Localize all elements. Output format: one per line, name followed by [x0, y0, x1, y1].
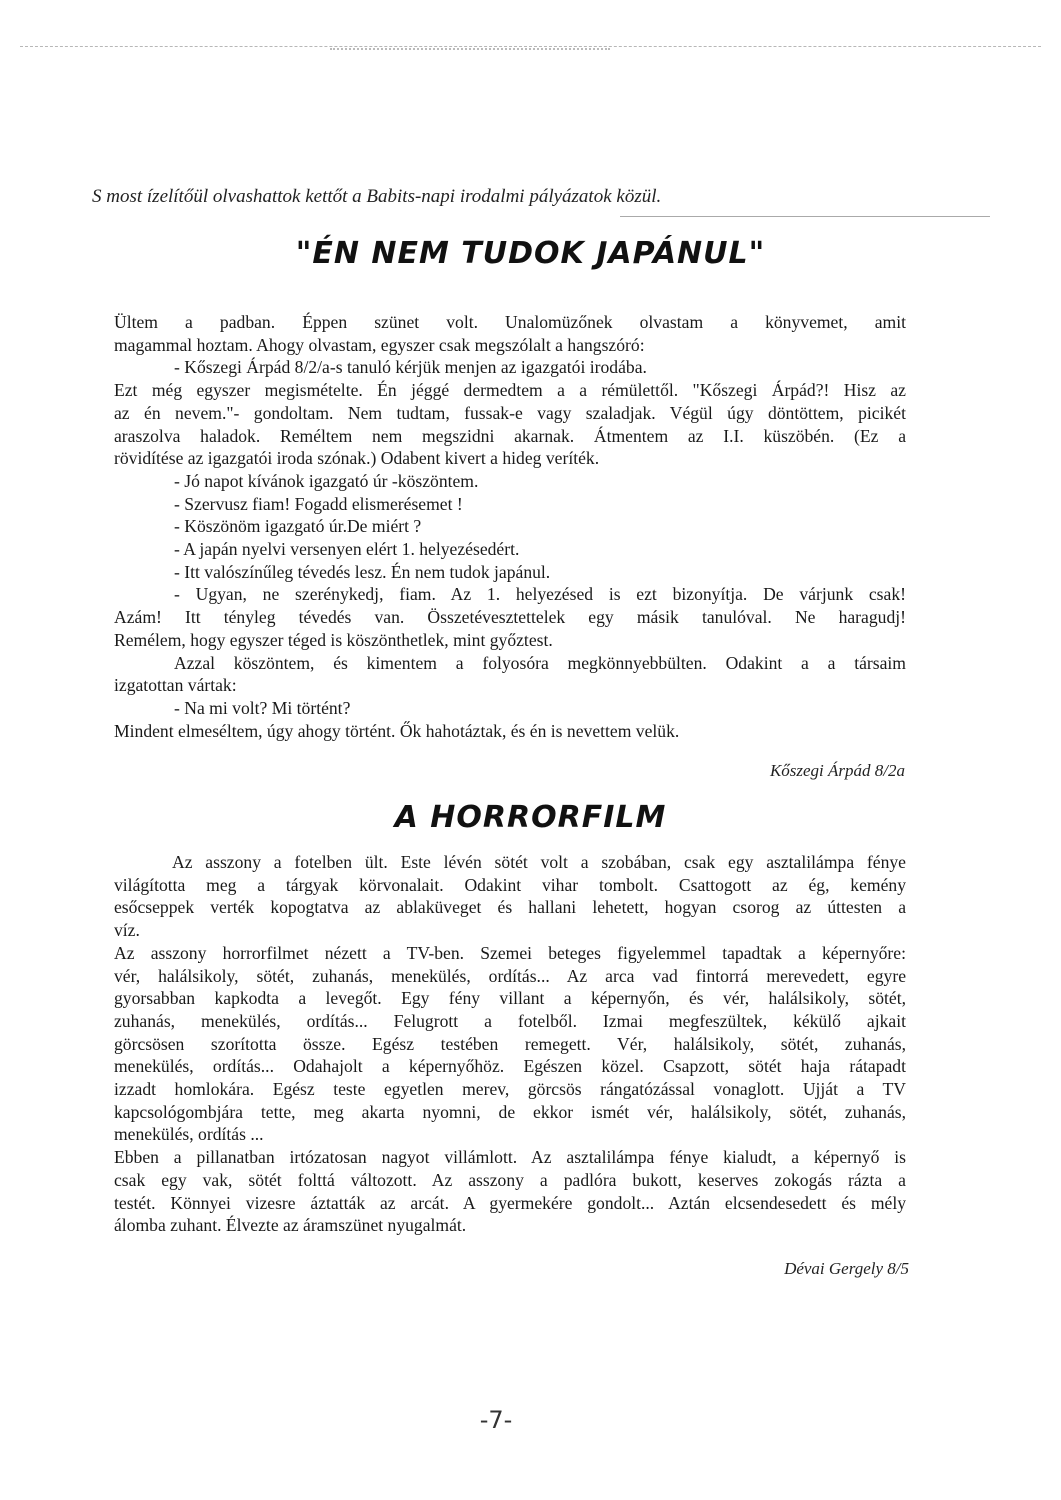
- story2-line: esőcseppek verték kopogtatva az ablaküveget és hallani lehetett, hogyan csorog az úttesten a: [114, 897, 906, 918]
- story2-line: kapcsológombjára tette, meg akarta nyomni, de ekkor ismét vér, halálsikoly, sötét, zuhanás,: [114, 1101, 906, 1122]
- story1-line: - Jó napot kívánok igazgató úr -köszöntem.: [174, 470, 479, 491]
- story1-line: araszolva haladok. Reméltem nem megszidni akarnak. Átmentem az I.I. küszöbén. (Ez a: [114, 425, 906, 446]
- story1-line: Remélem, hogy egyszer téged is köszönthetlek, mint győztest.: [114, 629, 553, 650]
- story1-title: "ÉN NEM TUDOK JAPÁNUL": [295, 236, 766, 271]
- story2-line: menekülés, ordítás... Odahajolt a képernyőhöz. Egészen közel. Csapzott, sötét haja rátapadt: [114, 1056, 906, 1077]
- story1-line: Azám! Itt tényleg tévedés van. Összetévesztettelek egy másik tanulóval. Ne haragudj!: [114, 607, 906, 628]
- story1-line: az én nevem."- gondoltam. Nem tudtam, fussak-e vagy szaladjak. Végül úgy döntöttem, picikét: [114, 402, 906, 423]
- story1-line: Ültem a padban. Éppen szünet volt. Unalomüzőnek olvastam a könyvemet, amit: [114, 312, 906, 332]
- story1-line: magammal hoztam. Ahogy olvastam, egyszer csak megszólalt a hangszóró:: [114, 334, 645, 355]
- story1-line: - Kőszegi Árpád 8/2/a-s tanuló kérjük menjen az igazgatói irodába.: [174, 357, 647, 378]
- story1-line: - A japán nyelvi versenyen elért 1. helyezésedért.: [174, 539, 520, 560]
- story2-line: vér, halálsikoly, sötét, zuhanás, menekülés, ordítás... Az arca vad fintorrá merevedett, egyre: [114, 965, 906, 986]
- story1-line: - Na mi volt? Mi történt?: [174, 697, 351, 718]
- story2-line: izzadt homlokára. Egész teste egyetlen merev, görcsös rángatózással vonaglott. Ujját a TV: [114, 1079, 906, 1100]
- story2-line: gyorsabban kapkodta a levegőt. Egy fény villant a képernyőn, és vér, halálsikoly, sötét,: [114, 988, 906, 1009]
- story1-line: - Ugyan, ne szerénykedj, fiam. Az 1. helyezésed is ezt bizonyítja. De várjunk csak!: [174, 584, 906, 605]
- story1-line: Mindent elmeséltem, úgy ahogy történt. Ők hahotáztak, és én is nevettem velük.: [114, 720, 680, 741]
- story2-line: csak egy vak, sötét folttá változott. Az asszony a padlóra bukott, keserves zokogás rázta a: [114, 1169, 906, 1190]
- story1-line: - Szervusz fiam! Fogadd elismerésemet !: [174, 493, 463, 514]
- story1-author: Kőszegi Árpád 8/2a: [769, 761, 905, 780]
- story2-line: testét. Könnyei vizesre áztatták az arcát. A gyermekére gondolt... Aztán elcsendesedett és mély: [114, 1192, 906, 1213]
- story2-line: menekülés, ordítás ...: [114, 1124, 264, 1145]
- story2-author: Dévai Gergely 8/5: [784, 1259, 909, 1278]
- story2-title: A HORRORFILM: [394, 800, 667, 835]
- story2-line: zuhanás, menekülés, ordítás... Felugrott a fotelből. Izmai megfeszültek, kékülő ajkait: [114, 1010, 906, 1031]
- story1-line: - Köszönöm igazgató úr.De miért ?: [174, 516, 422, 537]
- story2-line: Az asszony a fotelben ült. Este lévén sötét volt a szobában, csak egy asztalilámpa fénye: [172, 852, 906, 872]
- story1-line: rövidítése az igazgatói iroda szónak.) Odabent kivert a hideg veríték.: [114, 448, 600, 469]
- story1-line: Azzal köszöntem, és kimentem a folyosóra megkönnyebbülten. Odakint a a társaim: [174, 652, 906, 673]
- story2-line: víz.: [114, 920, 140, 941]
- story1-line: izgatottan vártak:: [114, 675, 237, 696]
- story2-line: világította meg a tárgyak körvonalait. Odakint vihar tombolt. Csattogott az ég, kemény: [114, 874, 906, 895]
- story2-body: [114, 851, 906, 1237]
- story1-line: Ezt még egyszer megismételte. Én jéggé dermedtem a a rémülettől. "Kőszegi Árpád?! Hisz az: [114, 380, 906, 401]
- intro-underline: [620, 216, 990, 217]
- scan-border-line: [20, 46, 1041, 47]
- story1-body: [114, 311, 906, 742]
- page-number: -7-: [479, 1406, 513, 1434]
- scan-border-mark: [330, 48, 610, 50]
- story2-line: álomba zuhant. Élvezte az áramszünet nyugalmát.: [114, 1215, 467, 1236]
- story2-line: Ebben a pillanatban irtózatosan nagyot villámlott. Az asztalilámpa fénye kialudt, a képernyő is: [114, 1147, 906, 1168]
- story1-line: - Itt valószínűleg tévedés lesz. Én nem tudok japánul.: [174, 561, 551, 582]
- intro-text: S most ízelítőül olvashattok kettőt a Babits-napi irodalmi pályázatok közül.: [92, 186, 662, 207]
- story2-line: görcsösen szorította össze. Egész testében remegett. Vér, halálsikoly, sötét, zuhanás,: [114, 1033, 906, 1054]
- story2-line: Az asszony horrorfilmet nézett a TV-ben. Szemei beteges figyelemmel tapadtak a képernyőre:: [114, 942, 906, 963]
